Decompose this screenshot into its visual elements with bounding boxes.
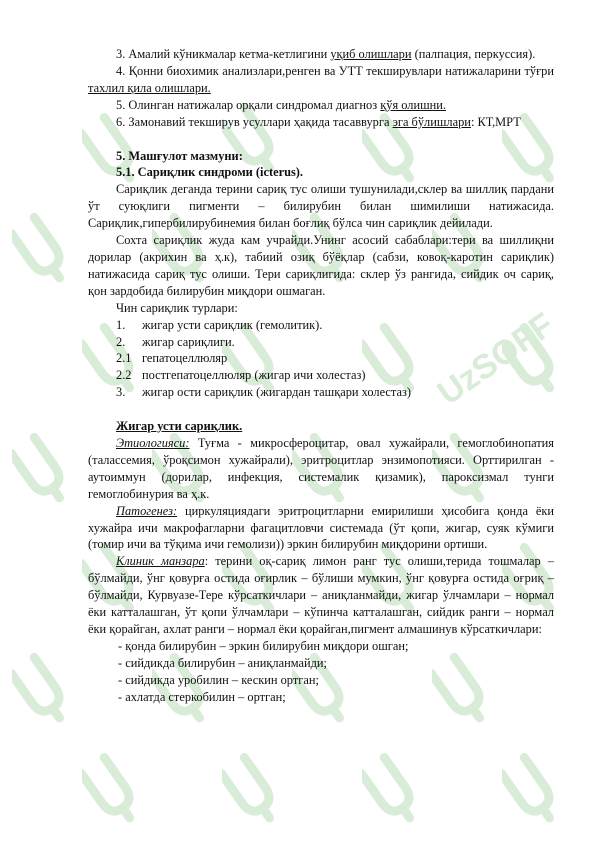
intro-item-text-tail: : КТ,МРТ [470,114,521,129]
types-list-item [88,367,554,384]
clinic-text: : терини оқ-сариқ лимон ранг тус олиши,терида тошмалар – бўлмайди, ўнг қовурға остида оғирлик – бўлиши мумкин, ўнг қовурға остида оғриқ – бўлмайди, Курвуазе-Тере кўрсаткичлари – аниқланмайди, жигар ўлчамлари – нормал ёки катталашган, ўт қопи ўлчамлари – кўпинча катталашган, сийдик ранги – нормал ёки қорайган, ахлат ранги – нормал ёки қорайган,пигмент алмашинув кўрсаткичлари: [88,554,554,636]
intro-item-text: Олинган натижалар орқали синдромал диагноз [128,97,381,112]
watermark-logo-icon [502,752,558,828]
types-intro: Чин сариқлик турлари: [116,300,238,315]
list-text: жигар ости сариқлик (жигардан ташқари холестаз) [142,385,411,400]
intro-item-4 [88,63,554,97]
intro-item-number: 5. [116,97,126,112]
list-number: 2. [116,334,126,349]
intro-item-6 [88,114,554,131]
types-list-item [88,317,554,334]
intro-item-number: 3. [116,47,126,61]
paragraph-false-jaundice: Сохта сариқлик жуда кам учрайди.Унинг асосий сабаблари:тери ва шиллиқни дорилар (акрихин ва ҳ.к), табиий озиқ бўёқлар (сабзи, ковоқ-каротин сариқлик) натижасида сариқ тус олиши. Тери сариқлигида: склер ўз рангида, сийдик оч сариқ, қон зардобида билирубин миқдори ошмаган. [88,233,554,298]
list-text: гепатоцеллюляр [142,351,228,366]
list-text: жигар усти сариқлик (гемолитик). [142,317,323,332]
section-title: 5. Машғулот мазмуни: [116,148,243,163]
watermark-logo-icon [12,432,68,508]
intro-item-underlined: тахлил қила олишлари. [88,80,211,95]
clinic-paragraph [88,553,554,638]
intro-item-underlined: эга бўлишлари [392,114,471,129]
intro-item-text: Амалий кўникмалар кетма-кетлигини [128,47,331,61]
list-number: 2.2 [116,368,132,383]
list-number: 2.1 [116,351,132,366]
pathogenesis-text: циркуляциядаги эритроцитларни емирилиши ҳисобига қонда ёки хужайра ичи макрофагларни фагацитловчи системада (ўт қопи, жигар, суяк кўмиги (томир ичи ва тўқима ичи гемолизи)) эркин билирубин миқдорини ортиши. [88,503,554,552]
page-content [88,46,554,706]
intro-item-3 [88,46,554,63]
prehepatic-heading: Жигар усти сариқлик. [116,419,243,434]
pigment-item: - сийдикда билирубин – аниқланмайди; [118,655,327,670]
intro-item-number: 4. [116,63,126,78]
intro-item-text: Замонавий текширув усуллари ҳақида тасаввурга [128,114,393,129]
clinic-label: Клиник манзара [116,554,205,569]
watermark-text: UzSOFF [430,305,561,413]
etiology-paragraph [88,435,554,503]
pigment-item: - сийдикда уробилин – кескин ортган; [118,672,319,687]
watermark-logo-icon [222,752,278,828]
intro-item-underlined: қўя олишни. [380,97,447,112]
subsection-title: 5.1. Сариқлик синдроми (icterus). [116,165,304,180]
list-number: 3. [116,385,126,400]
spacer [88,401,554,418]
watermark-logo-icon [12,212,68,288]
list-text: постгепатоцеллюляр (жигар ичи холестаз) [142,368,366,383]
pathogenesis-label: Патогенез: [116,503,178,518]
types-list-item [88,350,554,367]
intro-item-text-tail: (палпация, перкуссия). [411,47,536,61]
intro-item-number: 6. [116,114,126,129]
spacer [88,131,554,148]
etiology-label: Этиологияси: [116,436,190,451]
list-text: жигар сариқлиги. [142,334,235,349]
watermark-logo-icon [12,652,68,728]
paragraph-definition: Сариқлик деганда терини сариқ тус олиши тушунилади,склер ва шиллиқ пардани ўт суюқлиги пигменти – билирубин билан шимилиши натижасида. Сариқлик,гипербилирубинемия билан боғлиқ бўлса чин сариқлик дейилади. [88,182,554,231]
intro-item-5 [88,97,554,114]
watermark-logo-icon [82,752,138,828]
intro-item-text: Қонни биохимик анализлари,ренген ва УТТ текширувлари натижаларини тўғри [128,63,554,78]
list-number: 1. [116,317,126,332]
watermark-logo-icon [362,752,418,828]
etiology-text: Туғма - микросфероцитар, овал хужайрали, гемоглобинопатия (талассемия, ўроқсимон хужайрали), эритроцитлар энзимопотияси. Орттирилган - аутоиммун (дорилар, инфекция, системалик қизамик), пароксизмал тунги гемоглобинурия ва ҳ.к. [88,436,554,501]
pigment-item: - қонда билирубин – эркин билирубин миқдори ошган; [118,638,409,653]
pathogenesis-paragraph [88,503,554,554]
pigment-item: - ахлатда стеркобилин – ортган; [118,689,286,704]
types-list-item [88,334,554,351]
types-list-item [88,384,554,401]
intro-item-underlined: уқиб олишлари [330,47,412,61]
